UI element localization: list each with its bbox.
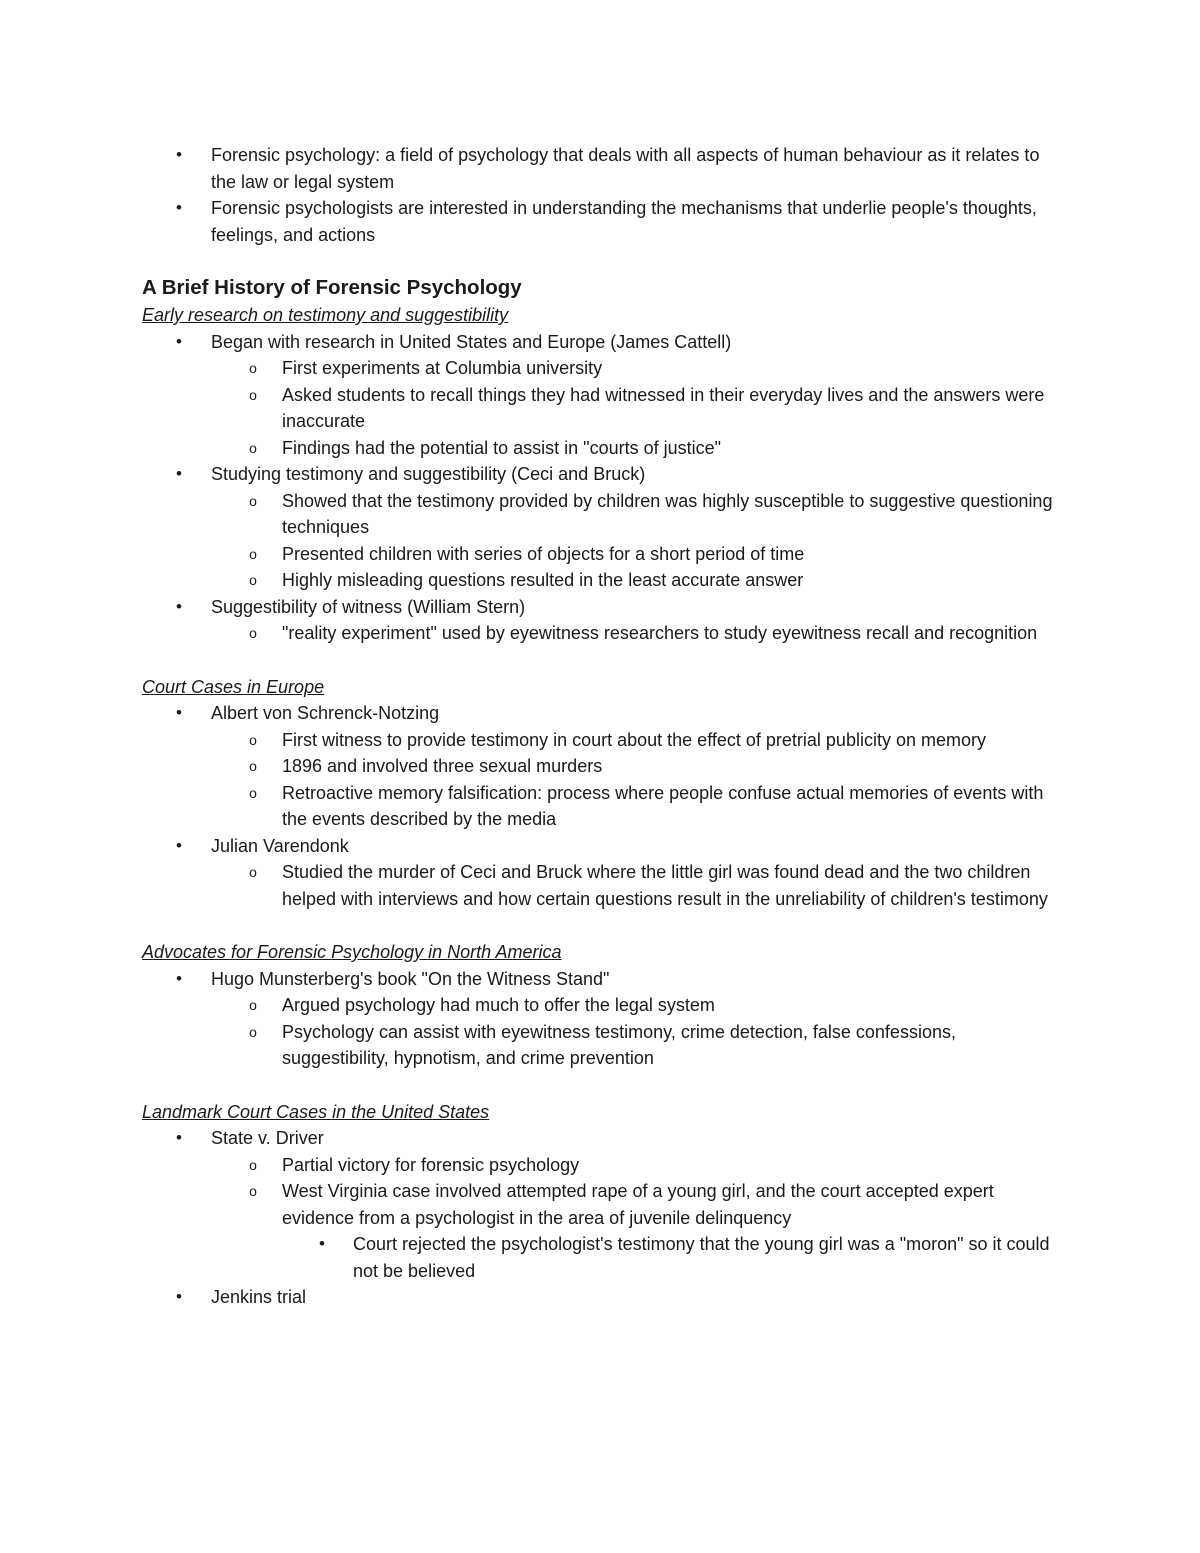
list-item (142, 966, 1062, 993)
list-item-text: Findings had the potential to assist in "courts of justice" (282, 437, 722, 458)
list-item-text: Psychology can assist with eyewitness testimony, crime detection, false confessions, suggestibility, hypnotism, and crime prevention (282, 1021, 956, 1068)
list-item-text: Studied the murder of Ceci and Bruck where the little girl was found dead and the two children helped with interviews and how certain questions result in the unreliability of children's testimony (282, 862, 1048, 909)
list-item-text: Showed that the testimony provided by children was highly susceptible to suggestive questioning techniques (282, 490, 1053, 537)
list-item-text: Julian Varendonk (211, 835, 349, 856)
intro-item-text: Forensic psychology: a field of psychology that deals with all aspects of human behaviour as it relates to the law or legal system (211, 145, 1040, 192)
list-item (142, 833, 1062, 860)
intro-item-text: Forensic psychologists are interested in understanding the mechanisms that underlie people's thoughts, feelings, and actions (211, 198, 1037, 245)
list-item (142, 594, 1062, 621)
list-item (142, 488, 1062, 541)
list-item-text: Retroactive memory falsification: process where people confuse actual memories of events with the events described by the media (282, 782, 1044, 829)
list-item (142, 753, 1062, 780)
circle-bullet-icon: o (249, 572, 257, 588)
list-item-text: Began with research in United States and Europe (James Cattell) (211, 331, 732, 352)
list-item-text: "reality experiment" used by eyewitness researchers to study eyewitness recall and recognition (282, 623, 1038, 643)
circle-bullet-icon: o (249, 625, 257, 641)
bullet-icon: • (176, 1128, 182, 1147)
list-item-text: First experiments at Columbia university (282, 358, 603, 378)
bullet-icon: • (176, 198, 182, 217)
bullet-icon: • (319, 1234, 325, 1253)
list-item (142, 780, 1062, 833)
intro-item (142, 142, 1062, 195)
circle-bullet-icon: o (249, 492, 257, 509)
circle-bullet-icon: o (249, 758, 257, 774)
document-body (142, 142, 1062, 1311)
subsections (142, 302, 1062, 1311)
list-item (142, 382, 1062, 435)
list-item (142, 700, 1062, 727)
list-item (142, 1284, 1062, 1311)
list-item (142, 1152, 1062, 1179)
circle-bullet-icon: o (249, 784, 257, 801)
list-item (142, 727, 1062, 754)
circle-bullet-icon: o (249, 439, 257, 456)
list-item-text: Argued psychology had much to offer the legal system (282, 995, 715, 1015)
section-title: A Brief History of Forensic Psychology (142, 276, 522, 299)
circle-bullet-icon: o (249, 1023, 257, 1040)
list-item-text: First witness to provide testimony in court about the effect of pretrial publicity on memory (282, 729, 986, 750)
intro-item (142, 195, 1062, 248)
bullet-icon: • (176, 968, 182, 988)
subsection (142, 302, 1062, 647)
list-item-text: Suggestibility of witness (William Stern) (211, 596, 526, 617)
list-item-text: West Virginia case involved attempted rape of a young girl, and the court accepted expert evidence from a psychologist in the area of juvenile delinquency (282, 1181, 994, 1228)
list-item-text: Jenkins trial (211, 1287, 307, 1307)
list-item-text: Court rejected the psychologist's testimony that the young girl was a "moron" so it could not be believed (353, 1234, 1050, 1281)
list-item-text: State v. Driver (211, 1128, 324, 1148)
intro-list (142, 142, 1062, 248)
list-item-text: Studying testimony and suggestibility (Ceci and Bruck) (211, 464, 646, 484)
list-item-text: Hugo Munsterberg's book "On the Witness Stand" (211, 968, 610, 989)
list-item-text: Albert von Schrenck-Notzing (211, 703, 440, 723)
list-item (142, 541, 1062, 568)
list-item (142, 859, 1062, 912)
list-item-text: 1896 and involved three sexual murders (282, 756, 603, 776)
list-item (142, 992, 1062, 1019)
bullet-icon: • (176, 145, 182, 164)
list-item-text: Presented children with series of objects for a short period of time (282, 543, 805, 564)
list-item-text: Asked students to recall things they had witnessed in their everyday lives and the answers were inaccurate (282, 384, 1045, 431)
list-item (142, 329, 1062, 356)
bullet-icon: • (176, 331, 182, 351)
circle-bullet-icon: o (249, 545, 257, 562)
list-item (142, 620, 1062, 647)
circle-bullet-icon: o (249, 360, 257, 376)
list-item (142, 461, 1062, 488)
list-item (142, 1231, 1062, 1284)
circle-bullet-icon: o (249, 386, 257, 403)
bullet-icon: • (176, 1287, 182, 1306)
circle-bullet-icon: o (249, 864, 257, 880)
list-item (142, 1178, 1062, 1231)
subsection-title: Advocates for Forensic Psychology in North America (142, 942, 562, 962)
subsection (142, 1099, 1062, 1311)
list-item (142, 355, 1062, 382)
list-item-text: Highly misleading questions resulted in the least accurate answer (282, 570, 804, 590)
bullet-icon: • (176, 596, 182, 616)
bullet-icon: • (176, 835, 182, 855)
subsection (142, 674, 1062, 913)
circle-bullet-icon: o (249, 1156, 257, 1173)
subsection-title: Early research on testimony and suggestibility (142, 305, 509, 325)
circle-bullet-icon: o (249, 997, 257, 1013)
subsection-title: Landmark Court Cases in the United States (142, 1101, 490, 1122)
circle-bullet-icon: o (249, 731, 257, 748)
list-item (142, 435, 1062, 462)
list-item-text: Partial victory for forensic psychology (282, 1154, 580, 1175)
subsection-title: Court Cases in Europe (142, 676, 325, 697)
list-item (142, 567, 1062, 594)
bullet-icon: • (176, 703, 182, 722)
bullet-icon: • (176, 464, 182, 483)
subsection (142, 939, 1062, 1072)
list-item (142, 1125, 1062, 1152)
circle-bullet-icon: o (249, 1183, 257, 1199)
list-item (142, 1019, 1062, 1072)
